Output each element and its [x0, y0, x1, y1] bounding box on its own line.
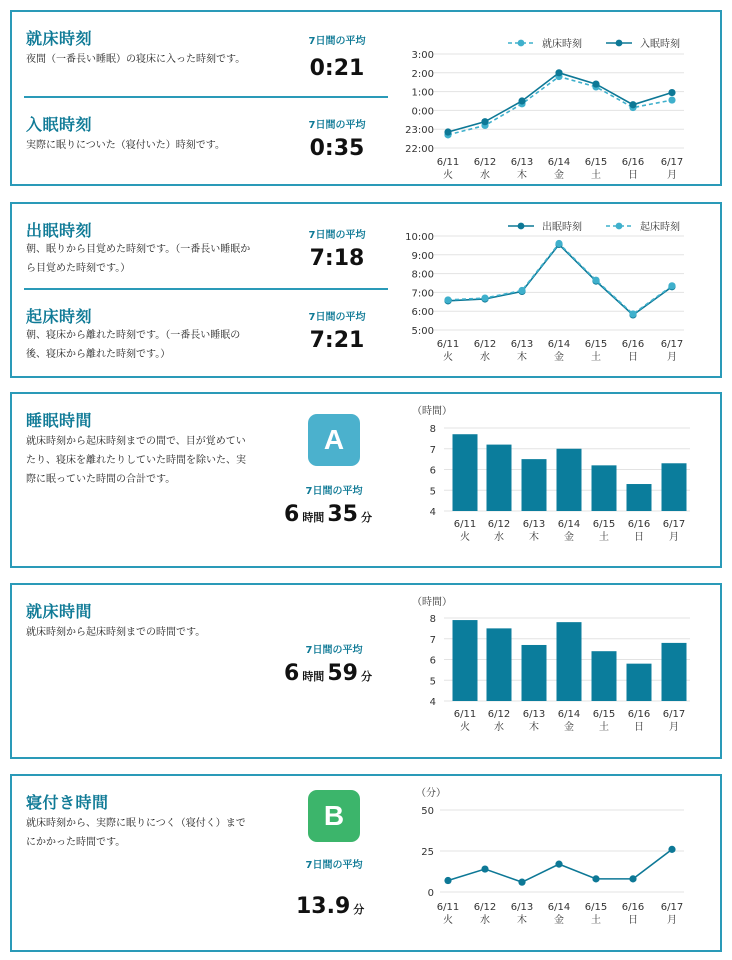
x-tick-label: 6/12: [487, 519, 511, 530]
x-tick-label: 6/16: [627, 519, 651, 530]
sleep-duration-avg-minutes: 35: [327, 502, 358, 527]
x-weekday-label: 土: [599, 532, 609, 543]
wake-title: 出眠時刻: [26, 221, 93, 240]
legend-swatch-point: [518, 40, 525, 47]
x-weekday-label: 火: [443, 170, 453, 181]
sleep-duration-desc-line3: 際に眠っていた時間の合計です。: [26, 474, 176, 485]
sleep-duration-desc-line1: 就床時刻から起床時刻までの間で、目が覚めてい: [26, 436, 246, 447]
bedtime-onset-card: [10, 10, 722, 186]
x-weekday-label: 金: [564, 532, 574, 543]
x-weekday-label: 水: [494, 532, 504, 543]
x-weekday-label: 月: [667, 915, 677, 926]
y-tick-label: 6: [429, 655, 436, 667]
data-point: [668, 282, 675, 289]
y-tick-label: 22:00: [405, 144, 434, 155]
x-tick-label: 6/17: [662, 709, 686, 720]
x-tick-label: 6/17: [660, 157, 684, 168]
y-tick-label: 0: [427, 888, 434, 899]
data-point: [444, 296, 451, 303]
x-weekday-label: 日: [634, 722, 644, 733]
sleep-duration-desc-line2: たり、寝床を離れたりしていた時間を除いた、実: [26, 455, 246, 466]
series-line: [448, 244, 672, 315]
sleep-latency-avg-unit: 分: [353, 903, 365, 916]
series-line: [448, 73, 672, 132]
y-unit-label: （時間）: [412, 406, 452, 417]
x-weekday-label: 木: [517, 170, 527, 181]
time-in-bed-avg-hours: 6: [284, 661, 300, 686]
x-tick-label: 6/11: [436, 902, 460, 913]
x-tick-label: 6/15: [584, 902, 608, 913]
wake-desc-line1: 朝、眠りから目覚めた時刻です。（一番長い睡眠か: [26, 244, 251, 255]
x-tick-label: 6/14: [557, 519, 581, 530]
data-point: [555, 240, 562, 247]
legend-swatch-point: [518, 223, 525, 230]
data-point: [592, 875, 599, 882]
x-weekday-label: 木: [529, 722, 539, 733]
data-point: [668, 89, 675, 96]
y-tick-label: 5:00: [411, 326, 434, 337]
y-tick-label: 25: [421, 847, 434, 858]
bar: [557, 622, 582, 701]
bar: [487, 445, 512, 511]
time-in-bed-avg-label: 7日間の平均: [305, 645, 363, 656]
x-tick-label: 6/17: [662, 519, 686, 530]
y-tick-label: 1:00: [411, 87, 434, 99]
x-tick-label: 6/14: [547, 902, 571, 913]
time-in-bed-card: [10, 583, 722, 759]
legend-label: 就床時刻: [542, 39, 582, 50]
rise-desc-line1: 朝、寝床から離れた時刻です。（一番長い睡眠の: [26, 330, 241, 341]
x-weekday-label: 月: [669, 722, 679, 733]
x-weekday-label: 木: [517, 352, 527, 363]
x-tick-label: 6/11: [436, 339, 460, 350]
x-tick-label: 6/17: [660, 902, 684, 913]
x-weekday-label: 日: [628, 915, 638, 926]
data-point: [592, 277, 599, 284]
x-tick-label: 6/16: [621, 902, 645, 913]
legend-label: 出眠時刻: [542, 222, 582, 233]
y-tick-label: 6:00: [411, 307, 434, 319]
data-point: [518, 879, 525, 886]
sleep-duration-avg-hours-unit: 時間: [302, 511, 325, 524]
x-tick-label: 6/15: [592, 519, 616, 530]
sleep-latency-title: 寝付き時間: [26, 793, 109, 812]
bar: [592, 651, 617, 701]
x-weekday-label: 土: [599, 722, 609, 733]
legend-swatch-point: [616, 223, 623, 230]
x-weekday-label: 日: [634, 532, 644, 543]
wake-avg-value: 7:18: [309, 246, 365, 271]
time-in-bed-avg-hours-unit: 時間: [302, 670, 325, 683]
y-tick-label: 23:00: [405, 125, 434, 137]
data-point: [629, 101, 636, 108]
x-weekday-label: 火: [460, 532, 470, 543]
x-tick-label: 6/15: [592, 709, 616, 720]
x-weekday-label: 月: [667, 170, 677, 181]
legend-label: 起床時刻: [640, 222, 680, 233]
x-weekday-label: 金: [554, 170, 564, 181]
sleep-latency-desc-line2: にかかった時間です。: [26, 837, 126, 848]
x-weekday-label: 土: [591, 915, 601, 926]
x-weekday-label: 月: [667, 352, 677, 363]
y-tick-label: 7:00: [411, 288, 434, 300]
y-tick-label: 3:00: [411, 50, 434, 61]
y-tick-label: 5: [429, 486, 436, 498]
x-tick-label: 6/15: [584, 339, 608, 350]
bar: [627, 664, 652, 701]
x-weekday-label: 日: [628, 170, 638, 181]
time-in-bed-bar-chart: [12, 585, 724, 761]
x-tick-label: 6/14: [547, 157, 571, 168]
sleep-latency-line-chart: [12, 776, 724, 954]
x-weekday-label: 火: [460, 722, 470, 733]
y-tick-label: 2:00: [411, 68, 434, 80]
x-weekday-label: 金: [554, 352, 564, 363]
data-point: [518, 97, 525, 104]
y-tick-label: 4: [429, 507, 436, 518]
grade-a-badge: A: [308, 414, 360, 466]
x-weekday-label: 金: [554, 915, 564, 926]
x-tick-label: 6/13: [510, 157, 534, 168]
bar: [557, 449, 582, 511]
x-weekday-label: 土: [591, 352, 601, 363]
y-tick-label: 6: [429, 465, 436, 477]
y-unit-label: （時間）: [412, 597, 452, 608]
data-point: [592, 80, 599, 87]
wake-desc-line2: ら目覚めた時刻です。）: [26, 263, 131, 274]
data-point: [629, 875, 636, 882]
bar: [627, 484, 652, 511]
time-in-bed-avg-minutes-unit: 分: [360, 670, 372, 683]
bedtime-title: 就床時刻: [26, 29, 93, 48]
x-weekday-label: 水: [480, 352, 490, 363]
data-point: [444, 877, 451, 884]
x-tick-label: 6/16: [621, 339, 645, 350]
y-tick-label: 9:00: [411, 250, 434, 262]
x-tick-label: 6/12: [487, 709, 511, 720]
time-in-bed-title: 就床時間: [26, 602, 93, 621]
y-tick-label: 7: [429, 634, 436, 646]
data-point: [444, 128, 451, 135]
x-tick-label: 6/12: [473, 902, 497, 913]
bedtime-avg-label: 7日間の平均: [308, 36, 366, 47]
y-tick-label: 4: [429, 697, 436, 708]
rise-desc-line2: 後、寝床から離れた時刻です。）: [26, 349, 171, 360]
data-point: [555, 861, 562, 868]
x-weekday-label: 金: [564, 722, 574, 733]
data-point: [518, 287, 525, 294]
x-tick-label: 6/16: [621, 157, 645, 168]
sleep-latency-avg-number: 13.9: [296, 894, 351, 919]
bedtime-avg-value: 0:21: [309, 56, 365, 81]
sleep-latency-desc-line1: 就床時刻から、実際に眠りにつく（寝付く）まで: [26, 818, 246, 829]
bar: [592, 465, 617, 511]
rise-title: 起床時刻: [26, 307, 93, 326]
x-weekday-label: 土: [591, 170, 601, 181]
sleep-latency-avg-label: 7日間の平均: [305, 860, 363, 871]
x-tick-label: 6/13: [522, 709, 546, 720]
bar: [522, 459, 547, 511]
sleep-onset-avg-value: 0:35: [309, 136, 365, 161]
sleep-duration-bar-chart: [12, 394, 724, 570]
x-tick-label: 6/14: [557, 709, 581, 720]
x-tick-label: 6/14: [547, 339, 571, 350]
x-weekday-label: 水: [480, 170, 490, 181]
time-in-bed-avg-minutes: 59: [327, 661, 358, 686]
sleep-duration-title: 睡眠時間: [26, 411, 93, 430]
bar: [453, 620, 478, 701]
wake-avg-label: 7日間の平均: [308, 230, 366, 241]
data-point: [481, 294, 488, 301]
sleep-duration-avg-minutes-unit: 分: [360, 511, 372, 524]
y-tick-label: 5: [429, 676, 436, 688]
bedtime-onset-line-chart: [12, 12, 724, 188]
x-weekday-label: 木: [529, 532, 539, 543]
grade-b-badge: B: [308, 790, 360, 842]
sleep-onset-avg-label: 7日間の平均: [308, 120, 366, 131]
wake-rise-line-chart: [12, 204, 724, 380]
legend-label: 入眠時刻: [640, 39, 680, 50]
y-unit-label: （分）: [416, 788, 446, 799]
x-weekday-label: 木: [517, 915, 527, 926]
y-tick-label: 8: [429, 614, 436, 625]
y-tick-label: 0:00: [411, 106, 434, 118]
x-weekday-label: 火: [443, 915, 453, 926]
x-tick-label: 6/11: [436, 157, 460, 168]
y-tick-label: 7: [429, 444, 436, 456]
x-tick-label: 6/11: [453, 519, 477, 530]
x-tick-label: 6/12: [473, 157, 497, 168]
wake-rise-card: [10, 202, 722, 378]
time-in-bed-desc-line1: 就床時刻から起床時刻までの時間です。: [26, 627, 206, 638]
y-tick-label: 50: [421, 806, 434, 817]
bar: [522, 645, 547, 701]
y-tick-label: 8:00: [411, 269, 434, 281]
sleep-duration-avg-hours: 6: [284, 502, 300, 527]
bar: [662, 463, 687, 511]
sleep-duration-card: [10, 392, 722, 568]
x-tick-label: 6/17: [660, 339, 684, 350]
data-point: [668, 846, 675, 853]
y-tick-label: 10:00: [405, 232, 434, 243]
x-weekday-label: 月: [669, 532, 679, 543]
bedtime-description: 夜間（一番長い睡眠）の寝床に入った時刻です。: [26, 54, 246, 65]
x-tick-label: 6/13: [510, 902, 534, 913]
x-tick-label: 6/15: [584, 157, 608, 168]
rise-avg-label: 7日間の平均: [308, 312, 366, 323]
x-weekday-label: 水: [494, 722, 504, 733]
data-point: [481, 118, 488, 125]
sleep-latency-card: [10, 774, 722, 952]
x-tick-label: 6/13: [522, 519, 546, 530]
x-tick-label: 6/12: [473, 339, 497, 350]
y-tick-label: 8: [429, 424, 436, 435]
bar: [662, 643, 687, 701]
x-weekday-label: 火: [443, 352, 453, 363]
bar: [487, 628, 512, 701]
data-point: [668, 96, 675, 103]
x-weekday-label: 日: [628, 352, 638, 363]
x-tick-label: 6/11: [453, 709, 477, 720]
data-point: [629, 310, 636, 317]
x-tick-label: 6/16: [627, 709, 651, 720]
rise-avg-value: 7:21: [309, 328, 365, 353]
sleep-onset-description: 実際に眠りについた（寝付いた）時刻です。: [26, 140, 225, 151]
x-weekday-label: 水: [480, 915, 490, 926]
legend-swatch-point: [616, 40, 623, 47]
bar: [453, 434, 478, 511]
sleep-onset-title: 入眠時刻: [26, 115, 93, 134]
x-tick-label: 6/13: [510, 339, 534, 350]
data-point: [481, 865, 488, 872]
data-point: [555, 69, 562, 76]
sleep-duration-avg-label: 7日間の平均: [305, 486, 363, 497]
